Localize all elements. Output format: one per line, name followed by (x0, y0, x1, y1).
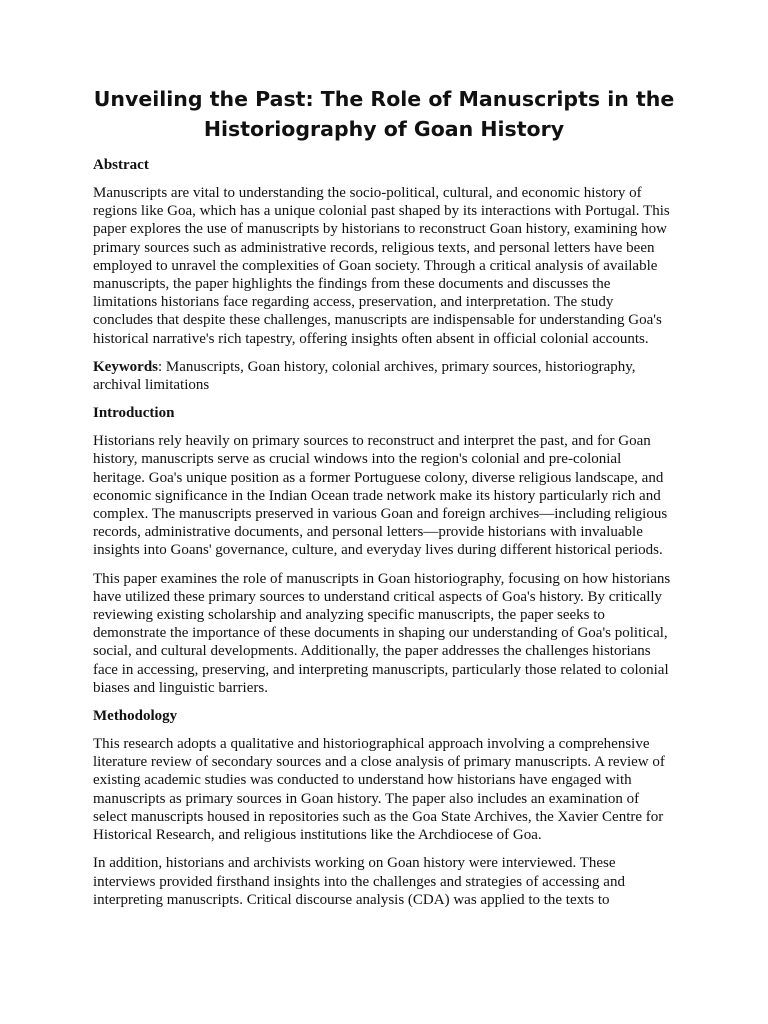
introduction-heading: Introduction (93, 405, 175, 422)
methodology-paragraph-2: In addition, historians and archivists working on Goan history were interviewed. These interviews provided firsthand insights into the challenges and strategies of accessing and interpreting manuscripts. Critical discourse analysis (CDA) was applied to the texts to (93, 855, 625, 908)
abstract-text: Manuscripts are vital to understanding the socio-political, cultural, and economic history of regions like Goa, which has a unique colonial past shaped by its interactions with Portugal. This paper explores the use of manuscripts by historians to reconstruct Goan history, examining how primary sources such as administrative records, religious texts, and personal letters have been employed to unravel the complexities of Goan society. Through a critical analysis of available manuscripts, the paper highlights the findings from these documents and discusses the limitations historians face regarding access, preservation, and interpretation. The study concludes that despite these challenges, manuscripts are indispensable for understanding Goa's historical narrative's rich tapestry, offering insights often absent in official colonial accounts. (93, 185, 670, 347)
abstract-heading: Abstract (93, 157, 149, 173)
introduction-paragraph-1: Historians rely heavily on primary sources to reconstruct and interpret the past, and for Goan history, manuscripts serve as crucial windows into the region's colonial and pre-colonial heritage. Goa's unique position as a former Portuguese colony, diverse religious landscape, and economic significance in the Indian Ocean trade network make its history particularly rich and complex. The manuscripts preserved in various Goan and foreign archives—including religious records, administrative documents, and personal letters—provide historians with invaluable insights into Goans' governance, culture, and everyday lives during different historical periods. (93, 433, 668, 559)
document-page (93, 84, 675, 919)
methodology-heading: Methodology (93, 708, 178, 725)
introduction-paragraph-2: This paper examines the role of manuscripts in Goan historiography, focusing on how historians have utilized these primary sources to understand critical aspects of Goa's history. By critically reviewing existing scholarship and analyzing specific manuscripts, the paper seeks to demonstrate the importance of these documents in shaping our understanding of Goa's political, social, and cultural developments. Additionally, the paper addresses the challenges historians face in accessing, preserving, and interpreting manuscripts, particularly those related to colonial biases and linguistic barriers. (93, 570, 671, 696)
keywords-paragraph (93, 358, 675, 394)
methodology-paragraph-1: This research adopts a qualitative and historiographical approach involving a comprehensive literature review of secondary sources and a close analysis of primary manuscripts. A review of existing academic studies was conducted to understand how historians have engaged with manuscripts as primary sources in Goan history. The paper also includes an examination of select manuscripts housed in repositories such as the Goa State Archives, the Xavier Centre for Historical Research, and religious institutions like the Archdiocese of Goa. (93, 736, 665, 844)
keywords-text: : Manuscripts, Goan history, colonial archives, primary sources, historiography, archival limitations (93, 358, 636, 394)
keywords-label: Keywords (93, 358, 158, 375)
paper-title: Unveiling the Past: The Role of Manuscripts in the Historiography of Goan History (93, 87, 675, 141)
